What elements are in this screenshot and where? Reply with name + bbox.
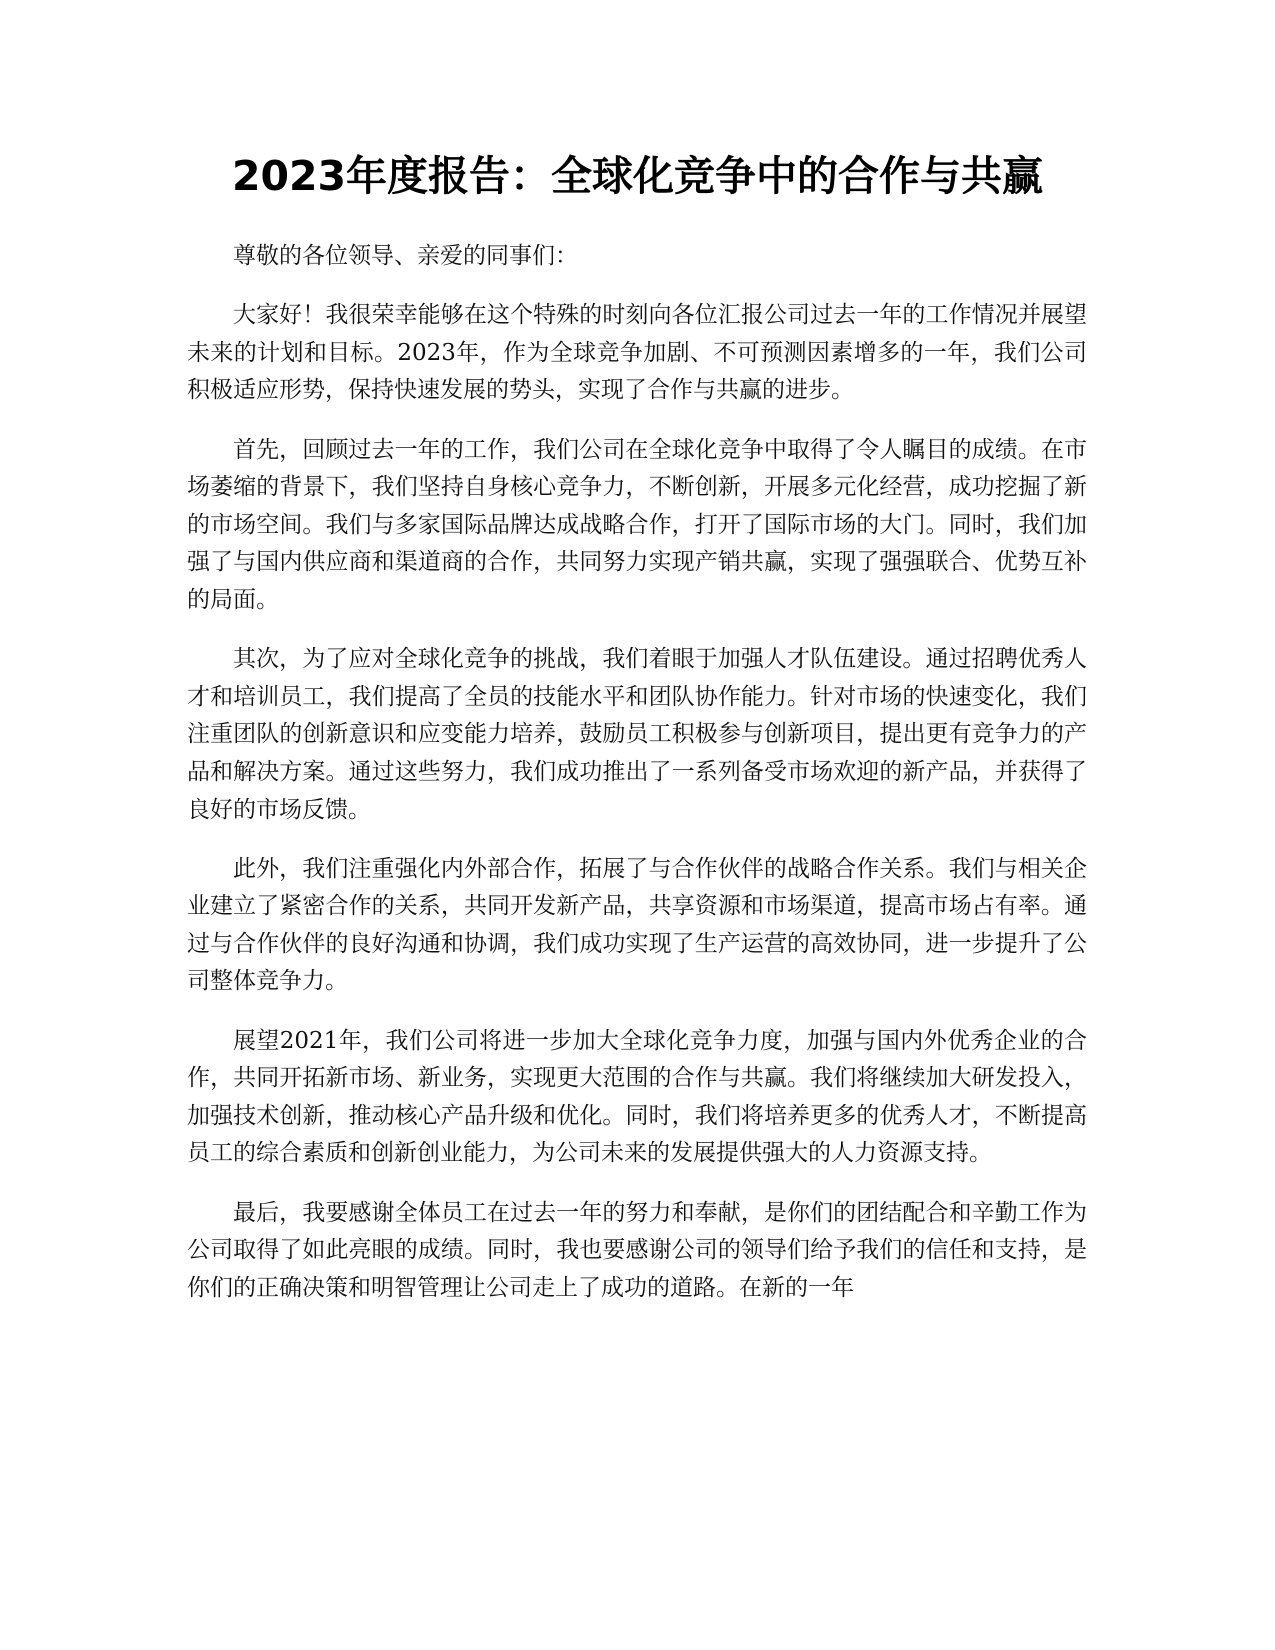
paragraph-outlook: 展望2021年，我们公司将进一步加大全球化竞争力度，加强与国内外优秀企业的合作，共同开拓新市场、新业务，实现更大范围的合作与共赢。我们将继续加大研发投入，加强技术创新，推动核心产品升级和优化。同时，我们将培养更多的优秀人才，不断提高员工的综合素质和创新创业能力，为公司未来的发展提供强大的人力资源支持。	[187, 1027, 1087, 1167]
paragraph-greeting: 大家好！我很荣幸能够在这个特殊的时刻向各位汇报公司过去一年的工作情况并展望未来的计划和目标。2023年，作为全球竞争加剧、不可预测因素增多的一年，我们公司积极适应形势，保持快速发展的势头，实现了合作与共赢的进步。	[187, 302, 1087, 404]
paragraph-talent: 其次，为了应对全球化竞争的挑战，我们着眼于加强人才队伍建设。通过招聘优秀人才和培训员工，我们提高了全员的技能水平和团队协作能力。针对市场的快速变化，我们注重团队的创新意识和应变能力培养，鼓励员工积极参与创新项目，提出更有竞争力的产品和解决方案。通过这些努力，我们成功推出了一系列备受市场欢迎的新产品，并获得了良好的市场反馈。	[187, 646, 1087, 823]
paragraph-thanks: 最后，我要感谢全体员工在过去一年的努力和奉献，是你们的团结配合和辛勤工作为公司取得了如此亮眼的成绩。同时，我也要感谢公司的领导们给予我们的信任和支持，是你们的正确决策和明智管理让公司走上了成功的道路。在新的一年	[187, 1199, 1087, 1301]
document-title: 2023年度报告：全球化竞争中的合作与共赢	[231, 152, 1044, 200]
paragraph-cooperation: 此外，我们注重强化内外部合作，拓展了与合作伙伴的战略合作关系。我们与相关企业建立了紧密合作的关系，共同开发新产品，共享资源和市场渠道，提高市场占有率。通过与合作伙伴的良好沟通和协调，我们成功实现了生产运营的高效协同，进一步提升了公司整体竞争力。	[187, 855, 1087, 995]
paragraph-review: 首先，回顾过去一年的工作，我们公司在全球化竞争中取得了令人瞩目的成绩。在市场萎缩的背景下，我们坚持自身核心竞争力，不断创新，开展多元化经营，成功挖掘了新的市场空间。我们与多家国际品牌达成战略合作，打开了国际市场的大门。同时，我们加强了与国内供应商和渠道商的合作，共同努力实现产销共赢，实现了强强联合、优势互补的局面。	[187, 436, 1087, 613]
document-body	[187, 238, 1087, 1329]
paragraph-salutation: 尊敬的各位领导、亲爱的同事们：	[233, 243, 578, 269]
